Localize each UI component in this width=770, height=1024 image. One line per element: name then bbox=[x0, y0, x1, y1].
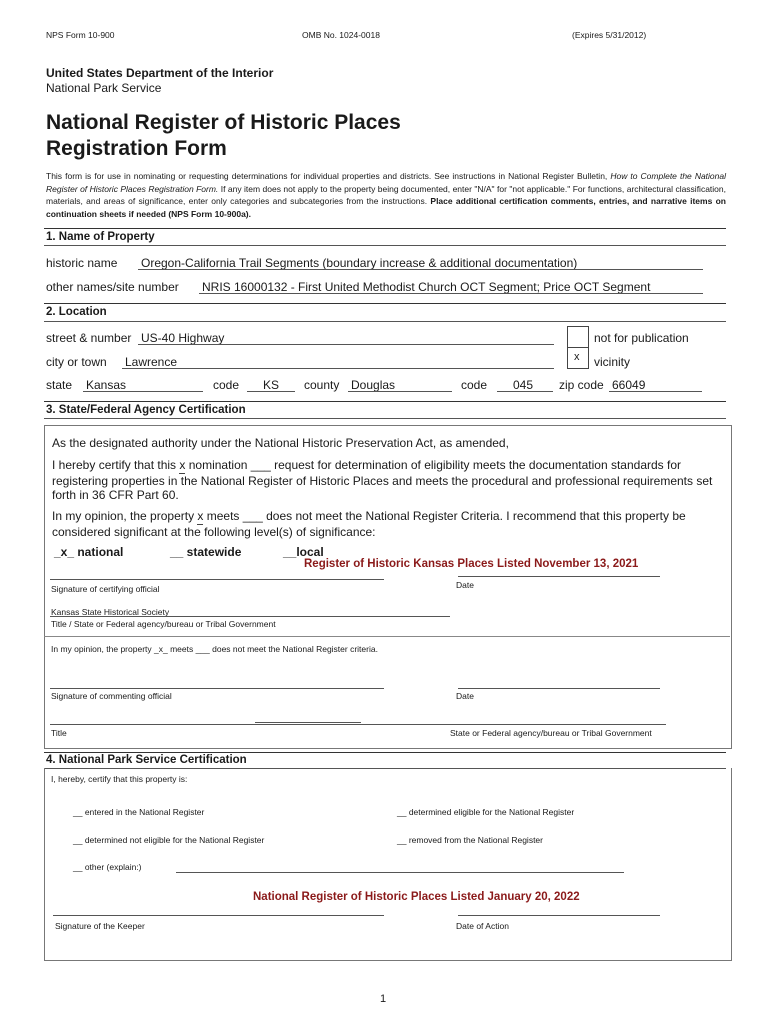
title2-label: Title bbox=[51, 728, 67, 738]
state-code-label: code bbox=[213, 378, 240, 392]
state-label: state bbox=[46, 378, 73, 392]
county-code-field[interactable]: 045 bbox=[513, 378, 534, 392]
agency2-label: State or Federal agency/bureau or Tribal Government bbox=[450, 728, 652, 738]
nps-intro: I, hereby, certify that this property is: bbox=[51, 774, 188, 784]
option-other[interactable]: __ other (explain:) bbox=[73, 862, 142, 872]
signature-certifying-label: Signature of certifying official bbox=[51, 584, 160, 594]
level-statewide[interactable]: __ statewide bbox=[170, 545, 242, 559]
title-agency-label: Title / State or Federal agency/bureau or Tribal Government bbox=[51, 619, 276, 629]
historic-name-label: historic name bbox=[46, 256, 118, 270]
page-number: 1 bbox=[380, 993, 387, 1005]
date-label: Date bbox=[456, 580, 474, 590]
date-of-action-label: Date of Action bbox=[456, 921, 509, 931]
section-1-heading: 1. Name of Property bbox=[46, 231, 155, 243]
option-not-eligible[interactable]: __ determined not eligible for the National Register bbox=[73, 835, 265, 845]
service: National Park Service bbox=[46, 81, 162, 95]
nrhp-listing-note: National Register of Historic Places Listed January 20, 2022 bbox=[253, 891, 580, 903]
department: United States Department of the Interior bbox=[46, 66, 274, 80]
omb-number: OMB No. 1024-0018 bbox=[302, 30, 380, 40]
county-label: county bbox=[304, 378, 340, 392]
city-label: city or town bbox=[46, 355, 107, 369]
page-subtitle: Registration Form bbox=[46, 137, 227, 160]
state-field[interactable]: Kansas bbox=[86, 378, 127, 392]
county-code-label: code bbox=[461, 378, 488, 392]
street-label: street & number bbox=[46, 331, 132, 345]
not-for-publication-label: not for publication bbox=[594, 331, 689, 345]
street-field[interactable]: US-40 Highway bbox=[141, 331, 225, 345]
level-local[interactable]: __local bbox=[283, 545, 324, 559]
signature-commenting-label: Signature of commenting official bbox=[51, 691, 172, 701]
keeper-signature-label: Signature of the Keeper bbox=[55, 921, 145, 931]
county-field[interactable]: Douglas bbox=[351, 378, 396, 392]
section-2-heading: 2. Location bbox=[46, 306, 107, 318]
opinion-paragraph: In my opinion, the property x meets ___ does not meet the National Register Criteria. I recommend that this property be considered significant at the following level(s) of significance: bbox=[52, 509, 686, 539]
section-3-heading: 3. State/Federal Agency Certification bbox=[46, 404, 246, 416]
section-4-heading: 4. National Park Service Certification bbox=[46, 754, 247, 766]
date2-label: Date bbox=[456, 691, 474, 701]
historic-name-field[interactable]: Oregon-California Trail Segments (boundary increase & additional documentation) bbox=[141, 256, 578, 270]
commenting-opinion: In my opinion, the property _x_ meets ___ does not meet the National Register criteria. bbox=[51, 644, 378, 654]
vicinity-label: vicinity bbox=[594, 355, 631, 369]
not-for-publication-checkbox[interactable] bbox=[567, 326, 589, 348]
zip-label: zip code bbox=[559, 378, 604, 392]
level-national[interactable]: _x_ national bbox=[54, 545, 124, 559]
other-names-label: other names/site number bbox=[46, 280, 179, 294]
agency-field[interactable]: Kansas State Historical Society bbox=[51, 607, 170, 617]
cert-intro: As the designated authority under the National Historic Preservation Act, as amended, bbox=[52, 436, 509, 450]
option-eligible[interactable]: __ determined eligible for the National Register bbox=[397, 807, 575, 817]
vicinity-checkbox[interactable]: x bbox=[567, 347, 589, 369]
intro-paragraph: This form is for use in nominating or requesting determinations for individual properties and districts. See instructions in National Register Bulletin, How to Complete the National Register of Historic Places Registration Form. If any item does not apply to the property being documented, enter "N/A" for "not applicable." For functions, architectural classification, materials, and areas of significance, enter only categories and subcategories from the instructions. Place additional certification comments, entries, and narrative items on continuation sheets if needed (NPS Form 10-900a). bbox=[46, 171, 727, 219]
other-names-field[interactable]: NRIS 16000132 - First United Methodist Church OCT Segment; Price OCT Segment bbox=[202, 280, 651, 294]
option-removed[interactable]: __ removed from the National Register bbox=[397, 835, 543, 845]
page-title: National Register of Historic Places bbox=[46, 111, 401, 134]
city-field[interactable]: Lawrence bbox=[125, 355, 178, 369]
kansas-listing-note: Register of Historic Kansas Places Listed November 13, 2021 bbox=[304, 558, 639, 570]
state-code-field[interactable]: KS bbox=[263, 378, 280, 392]
form-number: NPS Form 10-900 bbox=[46, 30, 115, 40]
nps-certification-box bbox=[44, 768, 732, 961]
cert-paragraph: I hereby certify that this x nomination ___ request for determination of eligibility meets the documentation standards for registering properties in the National Register of Historic Places and meets the procedural and professional requirements set forth in 36 CFR Part 60. bbox=[52, 458, 713, 502]
option-entered[interactable]: __ entered in the National Register bbox=[73, 807, 205, 817]
expiration: (Expires 5/31/2012) bbox=[572, 30, 647, 40]
zip-field[interactable]: 66049 bbox=[612, 378, 646, 392]
